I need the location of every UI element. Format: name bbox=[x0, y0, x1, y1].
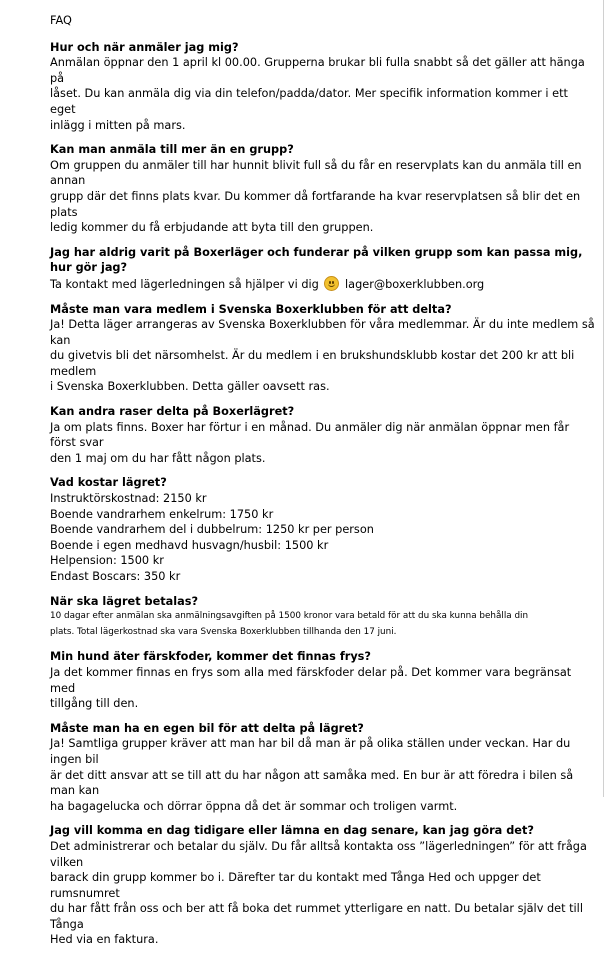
answer-line: den 1 maj om du har fått någon plats. bbox=[50, 451, 266, 465]
faq-question: Jag vill komma en dag tidigare eller lämna en dag senare, kan jag göra det? bbox=[50, 824, 534, 838]
answer-line: i Svenska Boxerklubben. Detta gäller oavsett ras. bbox=[50, 380, 330, 394]
faq-item bbox=[50, 40, 595, 134]
faq-item bbox=[50, 721, 595, 815]
answer-line: grupp där det finns plats kvar. Du kommer då fortfarande ha kvar reservplatsen så blir det en plats bbox=[50, 189, 581, 219]
faq-answer bbox=[50, 491, 595, 585]
answer-line: Ja! Detta läger arrangeras av Svenska Boxerklubben för våra medlemmar. Är du inte medlem så kan bbox=[50, 318, 595, 347]
faq-item bbox=[50, 649, 595, 711]
answer-line: Helpension: 1500 kr bbox=[50, 554, 164, 568]
faq-question: Kan andra raser delta på Boxerlägret? bbox=[50, 405, 295, 419]
answer-line: Ja! Samtliga grupper kräver att man har bil då man är på olika ställen under veckan. Har du ingen bil bbox=[50, 737, 571, 766]
faq-item bbox=[50, 475, 595, 584]
answer-line: ha bagagelucka och dörrar öppna då det är sommar och troligen varmt. bbox=[50, 799, 458, 813]
faq-question: Hur och när anmäler jag mig? bbox=[50, 40, 239, 54]
answer-line: Boende vandrarhem enkelrum: 1750 kr bbox=[50, 507, 274, 521]
answer-line: ledig kommer du få erbjudande att byta till den gruppen. bbox=[50, 221, 374, 235]
document-title: FAQ bbox=[50, 14, 72, 27]
answer-line-small: 10 dagar efter anmälan ska anmälningsavgiften på 1500 kronor vara betald för att du ska kunna behålla din bbox=[50, 611, 529, 622]
page-edge bbox=[603, 0, 604, 797]
faq-answer bbox=[50, 55, 595, 133]
faq-answer bbox=[50, 665, 595, 712]
faq-answer bbox=[50, 736, 595, 814]
faq-question: Kan man anmäla till mer än en grupp? bbox=[50, 143, 294, 157]
faq-question: Min hund äter färskfoder, kommer det finnas frys? bbox=[50, 650, 371, 664]
faq-answer bbox=[50, 609, 595, 640]
faq-question: När ska lägret betalas? bbox=[50, 594, 199, 608]
faq-answer bbox=[50, 420, 595, 467]
answer-line: inlägg i mitten på mars. bbox=[50, 118, 186, 132]
faq-question: Vad kostar lägret? bbox=[50, 476, 167, 490]
smiley-icon bbox=[324, 276, 339, 291]
answer-line: är det ditt ansvar att se till att du har någon att samåka med. En bur är att föredra i bilen så man kan bbox=[50, 768, 574, 798]
answer-line: Endast Boscars: 350 kr bbox=[50, 570, 181, 583]
faq-item bbox=[50, 245, 595, 293]
answer-line: Hed via en faktura. bbox=[50, 933, 159, 947]
answer-line: Instruktörskostnad: 2150 kr bbox=[50, 492, 207, 506]
faq-document bbox=[50, 13, 595, 957]
faq-answer bbox=[50, 276, 595, 293]
answer-line: Det administrerar och betalar du själv. Du får alltså kontakta oss ”lägerledningen” för att fråga vilken bbox=[50, 839, 587, 869]
answer-line bbox=[50, 276, 595, 293]
answer-line: Boende vandrarhem del i dubbelrum: 1250 kr per person bbox=[50, 523, 374, 537]
answer-line: Ja det kommer finnas en frys som alla med färskfoder delar på. Det kommer vara begränsat med bbox=[50, 665, 572, 695]
faq-answer bbox=[50, 839, 595, 948]
contact-text: Ta kontakt med lägerledningen så hjälper vi dig bbox=[50, 277, 319, 291]
answer-line: du har fått från oss och ber att få boka det rummet ytterligare en natt. Du betalar själv det till Tånga bbox=[50, 902, 583, 931]
faq-answer bbox=[50, 317, 595, 395]
faq-answer bbox=[50, 158, 595, 236]
answer-line: du givetvis bli det närsomhelst. Är du medlem i en brukshundsklubb kostar det 200 kr att bli medlem bbox=[50, 349, 575, 378]
faq-question: Måste man ha en egen bil för att delta på lägret? bbox=[50, 721, 364, 735]
faq-list bbox=[50, 40, 595, 948]
answer-line: barack din grupp kommer bo i. Därefter tar du kontakt med Tånga Hed och uppger det rumsnumret bbox=[50, 871, 541, 900]
faq-item bbox=[50, 594, 595, 641]
answer-line: Om gruppen du anmäler till har hunnit blivit full så du får en reservplats kan du anmäla till en annan bbox=[50, 158, 582, 188]
faq-item bbox=[50, 823, 595, 948]
contact-email[interactable]: lager@boxerklubben.org bbox=[345, 277, 485, 291]
faq-question: Jag har aldrig varit på Boxerläger och funderar på vilken grupp som kan passa mig, hur gör jag? bbox=[50, 245, 583, 275]
answer-line: Anmälan öppnar den 1 april kl 00.00. Grupperna brukar bli fulla snabbt så det gäller att hänga på bbox=[50, 56, 585, 85]
answer-line: Boende i egen medhavd husvagn/husbil: 1500 kr bbox=[50, 538, 329, 552]
faq-item bbox=[50, 142, 595, 236]
answer-line: tillgång till den. bbox=[50, 697, 139, 711]
faq-item bbox=[50, 404, 595, 466]
answer-line-small: plats. Total lägerkostnad ska vara Svenska Boxerklubben tillhanda den 17 juni. bbox=[50, 626, 397, 637]
answer-line: Ja om plats finns. Boxer har förtur i en månad. Du anmäler dig när anmälan öppnar men får först svar bbox=[50, 420, 570, 450]
faq-item bbox=[50, 302, 595, 396]
faq-question: Måste man vara medlem i Svenska Boxerklubben för att delta? bbox=[50, 302, 452, 316]
answer-line: låset. Du kan anmäla dig via din telefon/padda/dator. Mer specifik information kommer i ett eget bbox=[50, 87, 568, 116]
